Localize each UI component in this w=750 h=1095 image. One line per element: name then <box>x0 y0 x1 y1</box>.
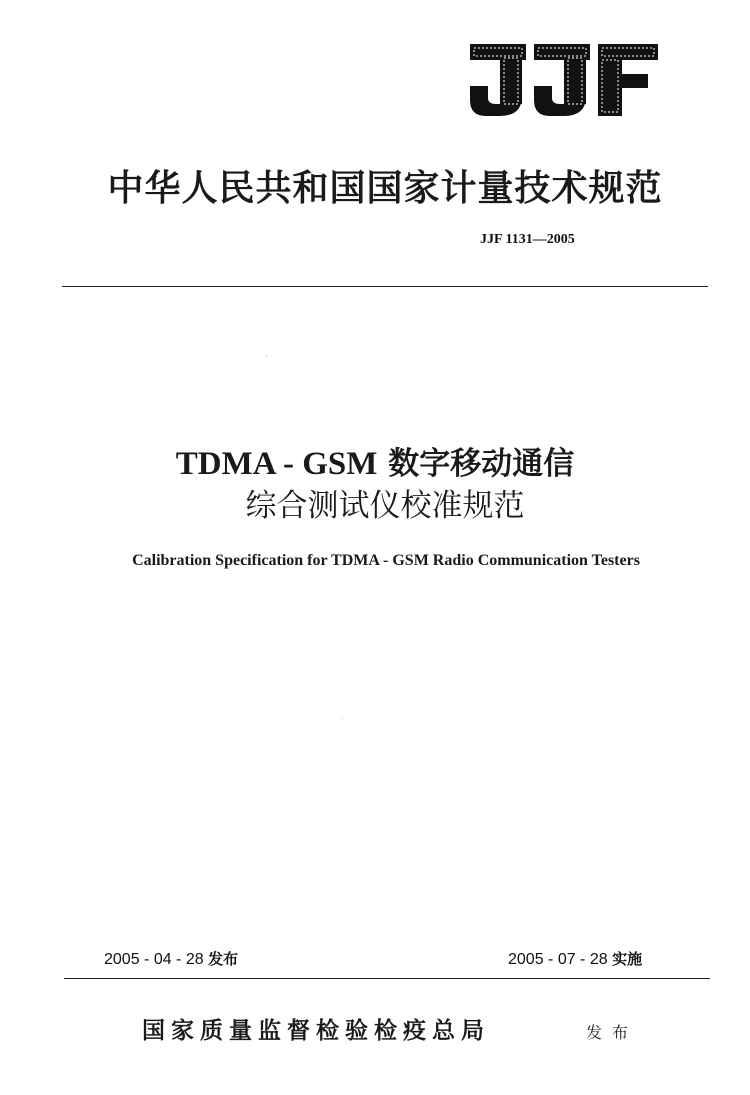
logo-letter-j2 <box>534 44 590 116</box>
scan-speck <box>342 718 343 719</box>
issuing-country-standard-title: 中华人民共和国国家计量技术规范 <box>107 167 663 209</box>
publish-date-line <box>104 948 238 969</box>
english-title: Calibration Specification for TDMA - GSM Radio Communication Testers <box>132 552 640 569</box>
issuing-authority-suffix: 发布 <box>586 1023 639 1042</box>
bottom-divider <box>64 978 710 979</box>
top-divider <box>62 286 708 287</box>
standard-code: JJF 1131—2005 <box>480 232 575 247</box>
implement-label: 实施 <box>612 950 643 968</box>
jjf-logo <box>466 40 662 120</box>
logo-letter-f <box>598 44 658 116</box>
scan-speck <box>266 356 267 357</box>
document-title-line-2: 综合测试仪校准规范 <box>245 488 525 524</box>
publish-date: 2005 - 04 - 28 <box>104 951 204 968</box>
logo-letter-j1 <box>470 44 526 116</box>
implement-date-line <box>508 948 642 969</box>
title-latin: TDMA - GSM <box>175 446 378 482</box>
publish-label: 发布 <box>208 950 239 968</box>
jjf-logo-graphic <box>466 40 662 120</box>
issuing-authority: 国家质量监督检验检疫总局 <box>142 1017 490 1044</box>
document-title-line-1 <box>0 438 750 483</box>
implement-date: 2005 - 07 - 28 <box>508 951 608 968</box>
title-cn-line1: 数字移动通信 <box>388 446 575 482</box>
